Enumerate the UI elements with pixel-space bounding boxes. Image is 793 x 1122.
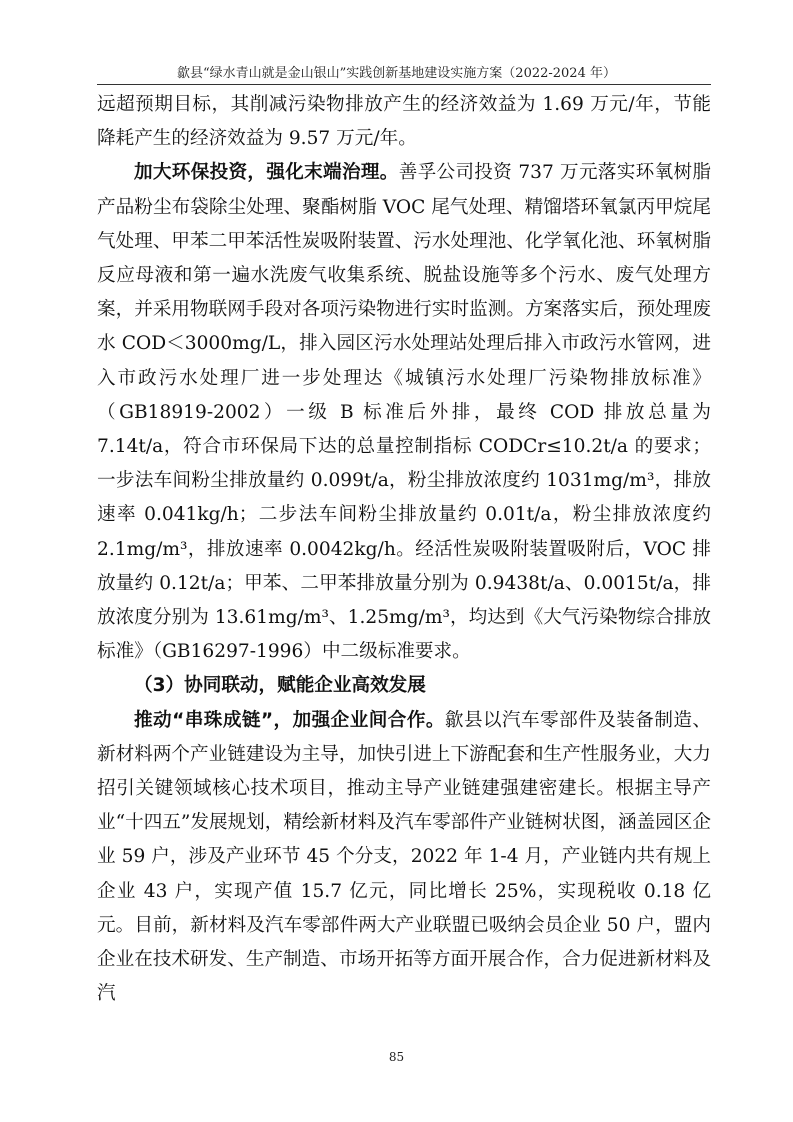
paragraph-lead-heading: 推动“串珠成链”，加强企业间合作。 xyxy=(134,709,445,731)
section-heading: （3）协同联动，赋能企业高效发展 xyxy=(134,675,426,697)
document-body xyxy=(97,88,711,1011)
page-number: 85 xyxy=(388,1050,405,1064)
header-divider xyxy=(97,84,711,85)
paragraph-continuation xyxy=(97,88,711,156)
paragraph-text: 歙县以汽车零部件及装备制造、新材料两个产业链建设为主导，加快引进上下游配套和生产性服务业，大力招引关键领域核心技术项目，推动主导产业链建强建密建长。根据主导产业“十四五”发展规划，精绘新材料及汽车零部件产业链树状图，涵盖园区企业 59 户，涉及产业环节 45 个分支，2022 年 1-4 月，产业链内共有规上企业 43 户，实现产值 15.7 亿元，同比增长 25%，实现税收 0.18 亿元。目前，新材料及汽车零部件两大产业联盟已吸纳会员企业 50 户，盟内企业在技术研发、生产制造、市场开拓等方面开展合作，合力促进新材料及汽 xyxy=(97,709,712,1005)
paragraph-environmental-investment xyxy=(97,156,711,669)
paragraph-industry-chain xyxy=(97,704,711,1012)
paragraph-text: 远超预期目标，其削减污染物排放产生的经济效益为 1.69 万元/年，节能降耗产生的经济效益为 9.57 万元/年。 xyxy=(97,94,711,150)
page-header-title: 歙县“绿水青山就是金山银山”实践创新基地建设实施方案（2022-2024 年） xyxy=(177,66,616,81)
paragraph-text: 善孚公司投资 737 万元落实环氧树脂产品粉尘布袋除尘处理、聚酯树脂 VOC 尾气处理、精馏塔环氧氯丙甲烷尾气处理、甲苯二甲苯活性炭吸附装置、污水处理池、化学氧化池、环氧树脂反应母液和第一遍水洗废气收集系统、脱盐设施等多个污水、废气处理方案，并采用物联网手段对各项污染物进行实时监测。方案落实后，预处理废水 COD＜3000mg/L，排入园区污水处理站处理后排入市政污水管网，进入市政污水处理厂进一步处理达《城镇污水处理厂污染物排放标准》（GB18919-2002）一级 B 标准后外排，最终 COD 排放总量为 7.14t/a，符合市环保局下达的总量控制指标 CODCr≤10.2t/a 的要求；一步法车间粉尘排放量约 0.099t/a，粉尘排放浓度约 1031mg/m³，排放速率 0.041kg/h；二步法车间粉尘排放量约 0.01t/a，粉尘排放浓度约 2.1mg/m³，排放速率 0.0042kg/h。经活性炭吸附装置吸附后，VOC 排放量约 0.12t/a；甲苯、二甲苯排放量分别为 0.9438t/a、0.0015t/a，排放浓度分别为 13.61mg/m³、1.25mg/m³，均达到《大气污染物综合排放标准》（GB16297-1996）中二级标准要求。 xyxy=(97,162,711,663)
paragraph-lead-heading: 加大环保投资，强化末端治理。 xyxy=(134,162,399,184)
